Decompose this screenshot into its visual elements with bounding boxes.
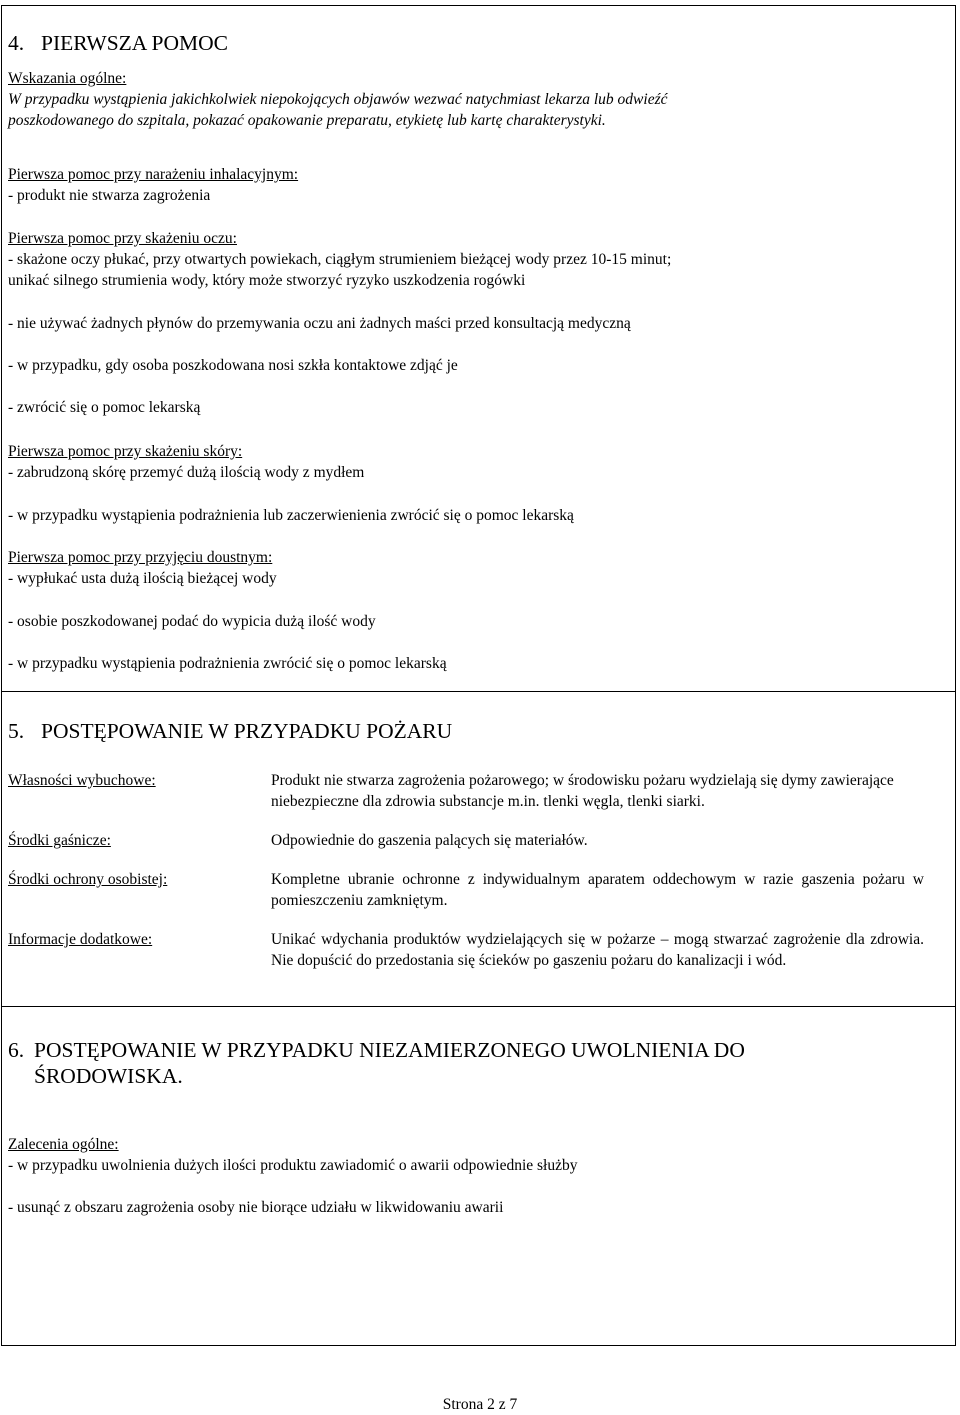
section-6-title-line-2: ŚRODOWISKA. — [34, 1064, 183, 1088]
section-divider-5-6 — [1, 1006, 956, 1007]
oral-line-3: - w przypadku wystąpienia podrażnienia zwrócić się o pomoc lekarską — [8, 655, 447, 672]
inhalation-label: Pierwsza pomoc przy narażeniu inhalacyjnym: — [8, 166, 299, 183]
inhalation-line-1: - produkt nie stwarza zagrożenia — [8, 187, 211, 204]
section-4-title: PIERWSZA POMOC — [41, 31, 228, 55]
extinguishing-media-label: Środki gaśnicze: — [8, 832, 111, 849]
oral-line-2: - osobie poszkodowanej podać do wypicia dużą ilość wody — [8, 613, 376, 630]
general-indications-label: Wskazania ogólne: — [8, 70, 127, 87]
skin-line-1: - zabrudzoną skórę przemyć dużą ilością wody z mydłem — [8, 464, 365, 481]
release-line-2: - usunąć z obszaru zagrożenia osoby nie biorące udziału w likwidowaniu awarii — [8, 1199, 504, 1216]
document-frame — [1, 5, 956, 1346]
eyes-label: Pierwsza pomoc przy skażeniu oczu: — [8, 230, 237, 247]
page-number: Strona 2 z 7 — [442, 1396, 518, 1413]
eyes-line-5: - zwrócić się o pomoc lekarską — [8, 399, 201, 416]
section-6-heading — [8, 1037, 745, 1063]
explosive-properties-label: Własności wybuchowe: — [8, 772, 156, 789]
explosive-properties-value: Produkt nie stwarza zagrożenia pożarowego; w środowisku pożaru wydzielają się dymy zawierające niebezpieczne dla zdrowia substancje m.in. tlenki węgla, tlenki siarki. — [271, 772, 894, 810]
release-line-1: - w przypadku uwolnienia dużych ilości produktu zawiadomić o awarii odpowiednie służby — [8, 1157, 578, 1174]
eyes-line-1: - skażone oczy płukać, przy otwartych powiekach, ciągłym strumieniem bieżącej wody przez 10-15 minut; — [8, 251, 672, 268]
general-indications-line-1: W przypadku wystąpienia jakichkolwiek niepokojących objawów wezwać natychmiast lekarza lub odwieźć — [8, 91, 668, 108]
personal-protection-value: Kompletne ubranie ochronne z indywidualnym aparatem oddechowym w razie gaszenia pożaru w pomieszczeniu zamkniętym. — [271, 871, 924, 909]
eyes-line-3: - nie używać żadnych płynów do przemywania oczu ani żadnych maści przed konsultacją medyczną — [8, 315, 631, 332]
oral-line-1: - wypłukać usta dużą ilością bieżącej wody — [8, 570, 277, 587]
additional-info-label: Informacje dodatkowe: — [8, 931, 153, 948]
skin-label: Pierwsza pomoc przy skażeniu skóry: — [8, 443, 243, 460]
section-6-number: 6. — [8, 1038, 25, 1062]
eyes-line-2: unikać silnego strumienia wody, który może stworzyć ryzyko uszkodzenia rogówki — [8, 272, 526, 289]
additional-info-value: Unikać wdychania produktów wydzielających się w pożarze – mogą stwarzać zagrożenie dla zdrowia. Nie dopuścić do przedostania się ścieków po gaszeniu pożaru do kanalizacji i wód. — [271, 931, 924, 969]
section-6-title-line-1: POSTĘPOWANIE W PRZYPADKU NIEZAMIERZONEGO UWOLNIENIA DO — [34, 1038, 745, 1062]
personal-protection-label: Środki ochrony osobistej: — [8, 871, 168, 888]
eyes-line-4: - w przypadku, gdy osoba poszkodowana nosi szkła kontaktowe zdjąć je — [8, 357, 458, 374]
section-5-heading — [8, 718, 452, 744]
general-indications-line-2: poszkodowanego do szpitala, pokazać opakowanie preparatu, etykietę lub kartę charakterystyki. — [8, 112, 606, 129]
extinguishing-media-value: Odpowiednie do gaszenia palących się materiałów. — [271, 832, 588, 849]
skin-line-2: - w przypadku wystąpienia podrażnienia lub zaczerwienienia zwrócić się o pomoc lekarską — [8, 507, 574, 524]
general-recommendations-label: Zalecenia ogólne: — [8, 1136, 119, 1153]
section-5-title: POSTĘPOWANIE W PRZYPADKU POŻARU — [41, 719, 453, 743]
section-4-number: 4. — [8, 31, 25, 55]
section-5-number: 5. — [8, 719, 25, 743]
section-4-heading — [8, 30, 228, 56]
section-divider-4-5 — [1, 691, 956, 692]
oral-label: Pierwsza pomoc przy przyjęciu doustnym: — [8, 549, 273, 566]
